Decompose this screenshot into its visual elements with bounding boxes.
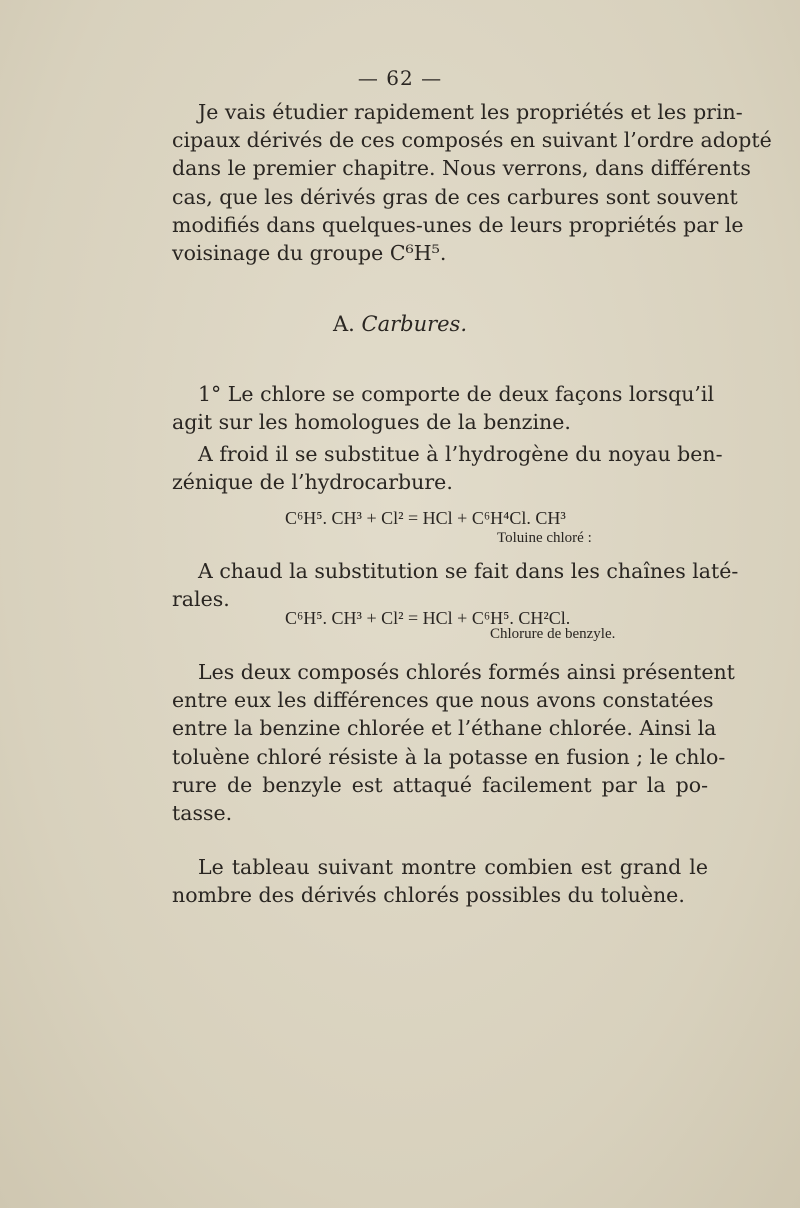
- formula-1-caption: Toluine chloré :: [497, 530, 592, 546]
- text-line: entre eux les différences que nous avons constatées: [172, 688, 714, 713]
- text-line: zénique de l’hydrocarbure.: [172, 470, 453, 495]
- section-heading: [0, 312, 800, 336]
- text-line: tasse.: [172, 801, 233, 826]
- paragraph-comparaison: [172, 658, 735, 827]
- text-line: Les deux composés chlorés formés ainsi présentent: [198, 660, 735, 684]
- formula-1: C⁶H⁵. CH³ + Cl² = HCl + C⁶H⁴Cl. CH³: [285, 508, 566, 528]
- text-line: A froid il se substitue à l’hydrogène du noyau ben-: [198, 442, 723, 466]
- paragraph-intro: [172, 98, 772, 267]
- text-line: nombre des dérivés chlorés possibles du toluène.: [172, 883, 685, 908]
- page-number: — 62 —: [357, 66, 443, 90]
- formula-2-caption: Chlorure de benzyle.: [490, 626, 616, 642]
- paragraph-chlore: [172, 380, 715, 436]
- text-line: agit sur les homologues de la benzine.: [172, 410, 571, 435]
- text-line: modifiés dans quelques-unes de leurs propriétés par le: [172, 212, 744, 237]
- text-line: toluène chloré résiste à la potasse en fusion ; le chlo-: [172, 744, 726, 769]
- section-heading-prefix: A.: [332, 312, 355, 336]
- text-line: entre la benzine chlorée et l’éthane chlorée. Ainsi la: [172, 716, 717, 741]
- text-line: Le tableau suivant montre combien est grand le: [198, 855, 708, 879]
- paragraph-a-chaud: [172, 557, 739, 613]
- text-line: Je vais étudier rapidement les propriétés et les prin-: [198, 100, 743, 124]
- text-line: cas, que les dérivés gras de ces carbures sont souvent: [172, 184, 738, 209]
- section-heading-title: Carbures.: [361, 312, 468, 336]
- text-line: A chaud la substitution se fait dans les chaînes laté-: [198, 559, 739, 583]
- text-line: cipaux dérivés de ces composés en suivant l’ordre adopté: [172, 128, 772, 153]
- formula-2: C⁶H⁵. CH³ + Cl² = HCl + C⁶H⁵. CH²Cl.: [285, 608, 571, 628]
- paragraph-a-froid: [172, 440, 723, 496]
- text-line: rure de benzyle est attaqué facilement par la po-: [172, 772, 708, 797]
- text-line: dans le premier chapitre. Nous verrons, dans différents: [172, 156, 751, 181]
- paragraph-tableau: [172, 853, 708, 909]
- text-line: voisinage du groupe C⁶H⁵.: [172, 241, 447, 266]
- text-line: rales.: [172, 587, 230, 612]
- text-line: 1° Le chlore se comporte de deux façons lorsqu’il: [198, 382, 715, 406]
